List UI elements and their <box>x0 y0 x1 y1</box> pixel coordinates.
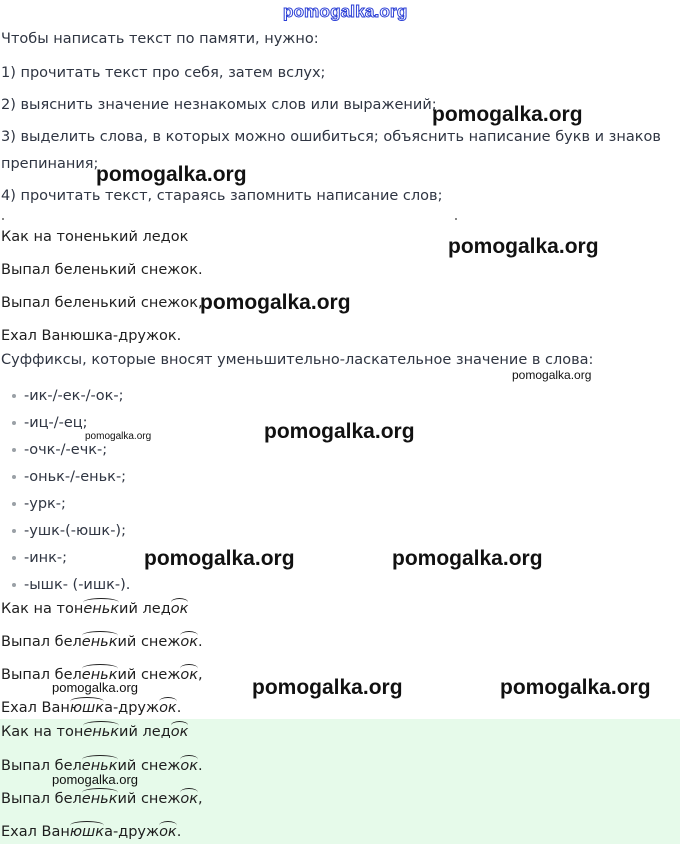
marked-line-1: Как на тоненький ледок <box>1 601 189 617</box>
ending-mark: ок <box>180 667 199 683</box>
top-watermark: pomogalka.org <box>283 2 408 21</box>
poem-line-4: Ехал Ванюшка-дружок. <box>1 328 182 344</box>
ending-mark: ок <box>159 700 177 716</box>
watermark: pomogalka.org <box>200 291 351 314</box>
answer-line-4: Ехал Ванюшка-дружок. <box>1 824 182 840</box>
ending-mark: ок <box>180 634 199 650</box>
watermark: pomogalka.org <box>144 547 295 570</box>
watermark: pomogalka.org <box>252 676 403 699</box>
ending-mark: ок <box>170 601 189 617</box>
watermark: pomogalka.org <box>448 235 599 258</box>
list-item: -ик-/-ек-/-ок-; <box>12 388 124 404</box>
answer-line-1: Как на тоненький ледок <box>1 724 189 740</box>
bullet-icon <box>12 529 16 533</box>
bullet-icon <box>12 421 16 425</box>
ending-mark: ок <box>180 791 199 807</box>
suffix-mark: еньк <box>81 634 118 650</box>
marked-line-2: Выпал беленький снежок. <box>1 634 203 650</box>
watermark: pomogalka.org <box>96 163 247 186</box>
poem-line-1: Как на тоненький ледок <box>1 229 189 245</box>
suffix-mark: еньк <box>81 791 118 807</box>
answer-line-3: Выпал беленький снежок, <box>1 791 203 807</box>
suffix-mark: еньк <box>83 601 120 617</box>
suffix-mark: еньк <box>81 758 118 774</box>
intro-step-3-cont: препинания; <box>1 156 99 172</box>
intro-step-4: 4) прочитать текст, стараясь запомнить написание слов; <box>1 188 443 204</box>
divider-dot <box>2 218 4 220</box>
marked-line-3: Выпал беленький снежок, <box>1 667 203 683</box>
ending-mark: ок <box>180 758 199 774</box>
list-item: -ушк-(-юшк-); <box>12 523 126 539</box>
suffix-mark: юшк <box>69 700 105 716</box>
bullet-icon <box>12 394 16 398</box>
watermark: pomogalka.org <box>392 547 543 570</box>
suffixes-heading: Суффиксы, которые вносят уменьшительно-ласкательное значение в слова: <box>1 352 594 368</box>
intro-step-3: 3) выделить слова, в которых можно ошибиться; объяснить написание букв и знаков <box>1 129 661 145</box>
suffix-mark: еньк <box>81 667 118 683</box>
intro-title: Чтобы написать текст по памяти, нужно: <box>1 31 319 47</box>
list-item: -иц-/-ец; <box>12 415 88 431</box>
list-item: -очк-/-ечк-; <box>12 442 107 458</box>
bullet-icon <box>12 556 16 560</box>
watermark: pomogalka.org <box>52 772 138 787</box>
watermark: pomogalka.org <box>432 103 583 126</box>
ending-mark: ок <box>159 824 177 840</box>
bullet-icon <box>12 448 16 452</box>
bullet-icon <box>12 475 16 479</box>
intro-step-2: 2) выяснить значение незнакомых слов или выражений; <box>1 97 437 113</box>
answer-line-2: Выпал беленький снежок. <box>1 758 203 774</box>
suffix-mark: юшк <box>69 824 105 840</box>
list-item: -инк-; <box>12 550 67 566</box>
watermark: pomogalka.org <box>52 680 138 695</box>
watermark: pomogalka.org <box>264 420 415 443</box>
list-item: -урк-; <box>12 496 66 512</box>
watermark: pomogalka.org <box>512 368 592 382</box>
intro-step-1: 1) прочитать текст про себя, затем вслух; <box>1 65 326 81</box>
watermark: pomogalka.org <box>85 431 152 442</box>
poem-line-2: Выпал беленький снежок. <box>1 262 203 278</box>
list-item: -ышк- (-ишк-). <box>12 577 130 593</box>
bullet-icon <box>12 583 16 587</box>
watermark: pomogalka.org <box>500 676 651 699</box>
suffix-mark: еньк <box>83 724 120 740</box>
divider-dot <box>455 218 457 220</box>
bullet-icon <box>12 502 16 506</box>
marked-line-4: Ехал Ванюшка-дружок. <box>1 700 182 716</box>
poem-line-3: Выпал беленький снежок, <box>1 295 203 311</box>
ending-mark: ок <box>170 724 189 740</box>
list-item: -оньк-/-еньк-; <box>12 469 126 485</box>
